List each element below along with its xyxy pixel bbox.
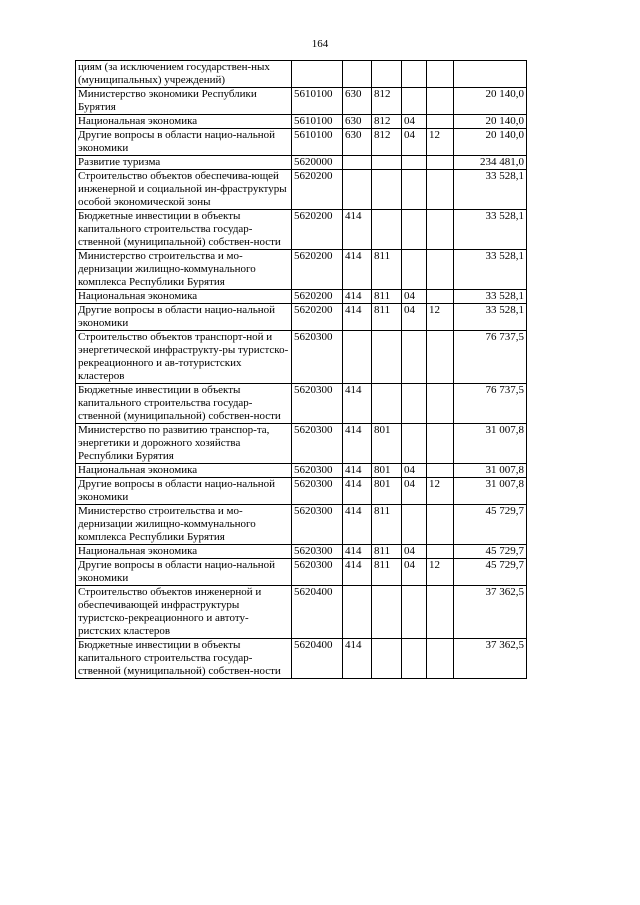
row-administrator-code: 812	[372, 129, 402, 156]
table-row	[76, 545, 527, 559]
table-row	[76, 331, 527, 384]
row-subsection: 12	[427, 478, 454, 505]
row-target-code: 5620400	[292, 586, 343, 639]
row-section	[402, 505, 427, 545]
row-target-code: 5620200	[292, 210, 343, 250]
row-name: Строительство объектов обеспечива-ющей инженерной и социальной ин-фраструктуры особой экономической зоны	[76, 170, 292, 210]
row-target-code: 5620300	[292, 384, 343, 424]
row-section: 04	[402, 290, 427, 304]
row-name: Бюджетные инвестиции в объекты капитального строительства государ-ственной (муниципальной) собствен-ности	[76, 210, 292, 250]
table-row	[76, 290, 527, 304]
row-administrator-code: 801	[372, 464, 402, 478]
row-amount: 33 528,1	[454, 210, 527, 250]
table-row	[76, 129, 527, 156]
table-row	[76, 464, 527, 478]
row-amount: 45 729,7	[454, 559, 527, 586]
row-subsection	[427, 210, 454, 250]
row-amount	[454, 61, 527, 88]
row-amount: 76 737,5	[454, 384, 527, 424]
row-amount: 37 362,5	[454, 639, 527, 679]
row-name: Бюджетные инвестиции в объекты капитального строительства государ-ственной (муниципальной) собствен-ности	[76, 384, 292, 424]
row-subsection	[427, 88, 454, 115]
row-subsection: 12	[427, 304, 454, 331]
table-row	[76, 505, 527, 545]
row-administrator-code	[372, 170, 402, 210]
row-target-code	[292, 61, 343, 88]
table-row	[76, 586, 527, 639]
row-administrator-code: 801	[372, 478, 402, 505]
row-target-code: 5620200	[292, 290, 343, 304]
row-name: циям (за исключением государствен-ных (муниципальных) учреждений)	[76, 61, 292, 88]
row-expense-type	[343, 586, 372, 639]
row-section	[402, 156, 427, 170]
row-expense-type: 414	[343, 464, 372, 478]
row-target-code: 5620000	[292, 156, 343, 170]
row-section: 04	[402, 115, 427, 129]
table-row	[76, 384, 527, 424]
row-section	[402, 384, 427, 424]
row-amount: 33 528,1	[454, 290, 527, 304]
row-name: Строительство объектов транспорт-ной и энергетической инфраструкту-ры туристско-рекреационного и ав-тотуристских кластеров	[76, 331, 292, 384]
row-section: 04	[402, 545, 427, 559]
row-section: 04	[402, 129, 427, 156]
row-target-code: 5620300	[292, 424, 343, 464]
row-name: Национальная экономика	[76, 545, 292, 559]
table-row	[76, 210, 527, 250]
row-expense-type: 414	[343, 424, 372, 464]
row-administrator-code: 811	[372, 290, 402, 304]
row-name: Другие вопросы в области нацио-нальной экономики	[76, 304, 292, 331]
table-row	[76, 61, 527, 88]
row-name: Министерство экономики Республики Бурятия	[76, 88, 292, 115]
row-subsection	[427, 61, 454, 88]
table-row	[76, 156, 527, 170]
row-expense-type	[343, 61, 372, 88]
row-administrator-code	[372, 156, 402, 170]
row-target-code: 5620400	[292, 639, 343, 679]
row-amount: 31 007,8	[454, 464, 527, 478]
row-amount: 20 140,0	[454, 115, 527, 129]
row-administrator-code: 801	[372, 424, 402, 464]
row-section	[402, 639, 427, 679]
row-expense-type: 414	[343, 639, 372, 679]
row-subsection	[427, 424, 454, 464]
row-section	[402, 331, 427, 384]
table-row	[76, 424, 527, 464]
row-subsection: 12	[427, 129, 454, 156]
row-target-code: 5620200	[292, 170, 343, 210]
row-name: Национальная экономика	[76, 115, 292, 129]
table-row	[76, 478, 527, 505]
row-administrator-code	[372, 384, 402, 424]
row-amount: 31 007,8	[454, 424, 527, 464]
row-expense-type: 630	[343, 88, 372, 115]
table-row	[76, 170, 527, 210]
row-administrator-code	[372, 61, 402, 88]
row-name: Строительство объектов инженерной и обеспечивающей инфраструктуры туристско-рекреационного и автоту-ристских кластеров	[76, 586, 292, 639]
table-row	[76, 250, 527, 290]
row-name: Другие вопросы в области нацио-нальной экономики	[76, 478, 292, 505]
row-administrator-code: 812	[372, 115, 402, 129]
row-name: Министерство строительства и мо-дернизации жилищно-коммунального комплекса Республики Бурятия	[76, 250, 292, 290]
row-administrator-code: 811	[372, 250, 402, 290]
table-row	[76, 559, 527, 586]
row-expense-type: 414	[343, 478, 372, 505]
table-row	[76, 88, 527, 115]
table-row	[76, 639, 527, 679]
row-section	[402, 61, 427, 88]
row-name: Бюджетные инвестиции в объекты капитального строительства государ-ственной (муниципальной) собствен-ности	[76, 639, 292, 679]
row-expense-type	[343, 331, 372, 384]
row-expense-type	[343, 170, 372, 210]
row-amount: 33 528,1	[454, 250, 527, 290]
row-expense-type: 414	[343, 545, 372, 559]
row-expense-type: 630	[343, 115, 372, 129]
row-name: Другие вопросы в области нацио-нальной экономики	[76, 129, 292, 156]
row-amount: 76 737,5	[454, 331, 527, 384]
row-administrator-code: 811	[372, 304, 402, 331]
row-name: Министерство по развитию транспор-та, энергетики и дорожного хозяйства Республики Бурятия	[76, 424, 292, 464]
row-administrator-code	[372, 210, 402, 250]
row-expense-type: 414	[343, 210, 372, 250]
row-administrator-code	[372, 639, 402, 679]
row-expense-type: 630	[343, 129, 372, 156]
row-target-code: 5610100	[292, 88, 343, 115]
row-target-code: 5620200	[292, 304, 343, 331]
row-administrator-code	[372, 331, 402, 384]
row-target-code: 5620300	[292, 505, 343, 545]
row-subsection	[427, 156, 454, 170]
row-subsection	[427, 250, 454, 290]
row-expense-type: 414	[343, 559, 372, 586]
row-target-code: 5610100	[292, 115, 343, 129]
row-target-code: 5620300	[292, 559, 343, 586]
row-subsection	[427, 464, 454, 478]
row-expense-type: 414	[343, 505, 372, 545]
row-name: Национальная экономика	[76, 464, 292, 478]
row-target-code: 5620300	[292, 331, 343, 384]
row-subsection	[427, 170, 454, 210]
row-section	[402, 88, 427, 115]
row-subsection	[427, 331, 454, 384]
row-subsection	[427, 115, 454, 129]
row-section: 04	[402, 559, 427, 586]
row-section	[402, 210, 427, 250]
row-subsection	[427, 639, 454, 679]
row-target-code: 5620300	[292, 478, 343, 505]
row-target-code: 5610100	[292, 129, 343, 156]
budget-table	[75, 60, 527, 679]
row-administrator-code: 811	[372, 545, 402, 559]
row-target-code: 5620300	[292, 545, 343, 559]
row-subsection	[427, 505, 454, 545]
row-subsection: 12	[427, 559, 454, 586]
row-administrator-code	[372, 586, 402, 639]
row-subsection	[427, 586, 454, 639]
row-target-code: 5620200	[292, 250, 343, 290]
row-amount: 31 007,8	[454, 478, 527, 505]
row-name: Другие вопросы в области нацио-нальной экономики	[76, 559, 292, 586]
row-expense-type: 414	[343, 290, 372, 304]
row-amount: 33 528,1	[454, 170, 527, 210]
row-expense-type: 414	[343, 250, 372, 290]
row-amount: 37 362,5	[454, 586, 527, 639]
page-number: 164	[311, 38, 329, 50]
row-amount: 234 481,0	[454, 156, 527, 170]
row-subsection	[427, 545, 454, 559]
row-administrator-code: 811	[372, 559, 402, 586]
row-expense-type: 414	[343, 384, 372, 424]
row-amount: 45 729,7	[454, 545, 527, 559]
row-subsection	[427, 290, 454, 304]
row-section	[402, 250, 427, 290]
row-section	[402, 424, 427, 464]
row-expense-type: 414	[343, 304, 372, 331]
row-section: 04	[402, 464, 427, 478]
row-name: Министерство строительства и мо-дернизации жилищно-коммунального комплекса Республики Бурятия	[76, 505, 292, 545]
row-section	[402, 170, 427, 210]
row-amount: 33 528,1	[454, 304, 527, 331]
row-administrator-code: 811	[372, 505, 402, 545]
row-name: Национальная экономика	[76, 290, 292, 304]
row-section: 04	[402, 304, 427, 331]
row-amount: 20 140,0	[454, 129, 527, 156]
budget-table-body	[76, 61, 527, 679]
row-amount: 20 140,0	[454, 88, 527, 115]
row-section: 04	[402, 478, 427, 505]
row-administrator-code: 812	[372, 88, 402, 115]
table-row	[76, 115, 527, 129]
row-section	[402, 586, 427, 639]
row-amount: 45 729,7	[454, 505, 527, 545]
row-target-code: 5620300	[292, 464, 343, 478]
row-expense-type	[343, 156, 372, 170]
row-subsection	[427, 384, 454, 424]
row-name: Развитие туризма	[76, 156, 292, 170]
table-row	[76, 304, 527, 331]
